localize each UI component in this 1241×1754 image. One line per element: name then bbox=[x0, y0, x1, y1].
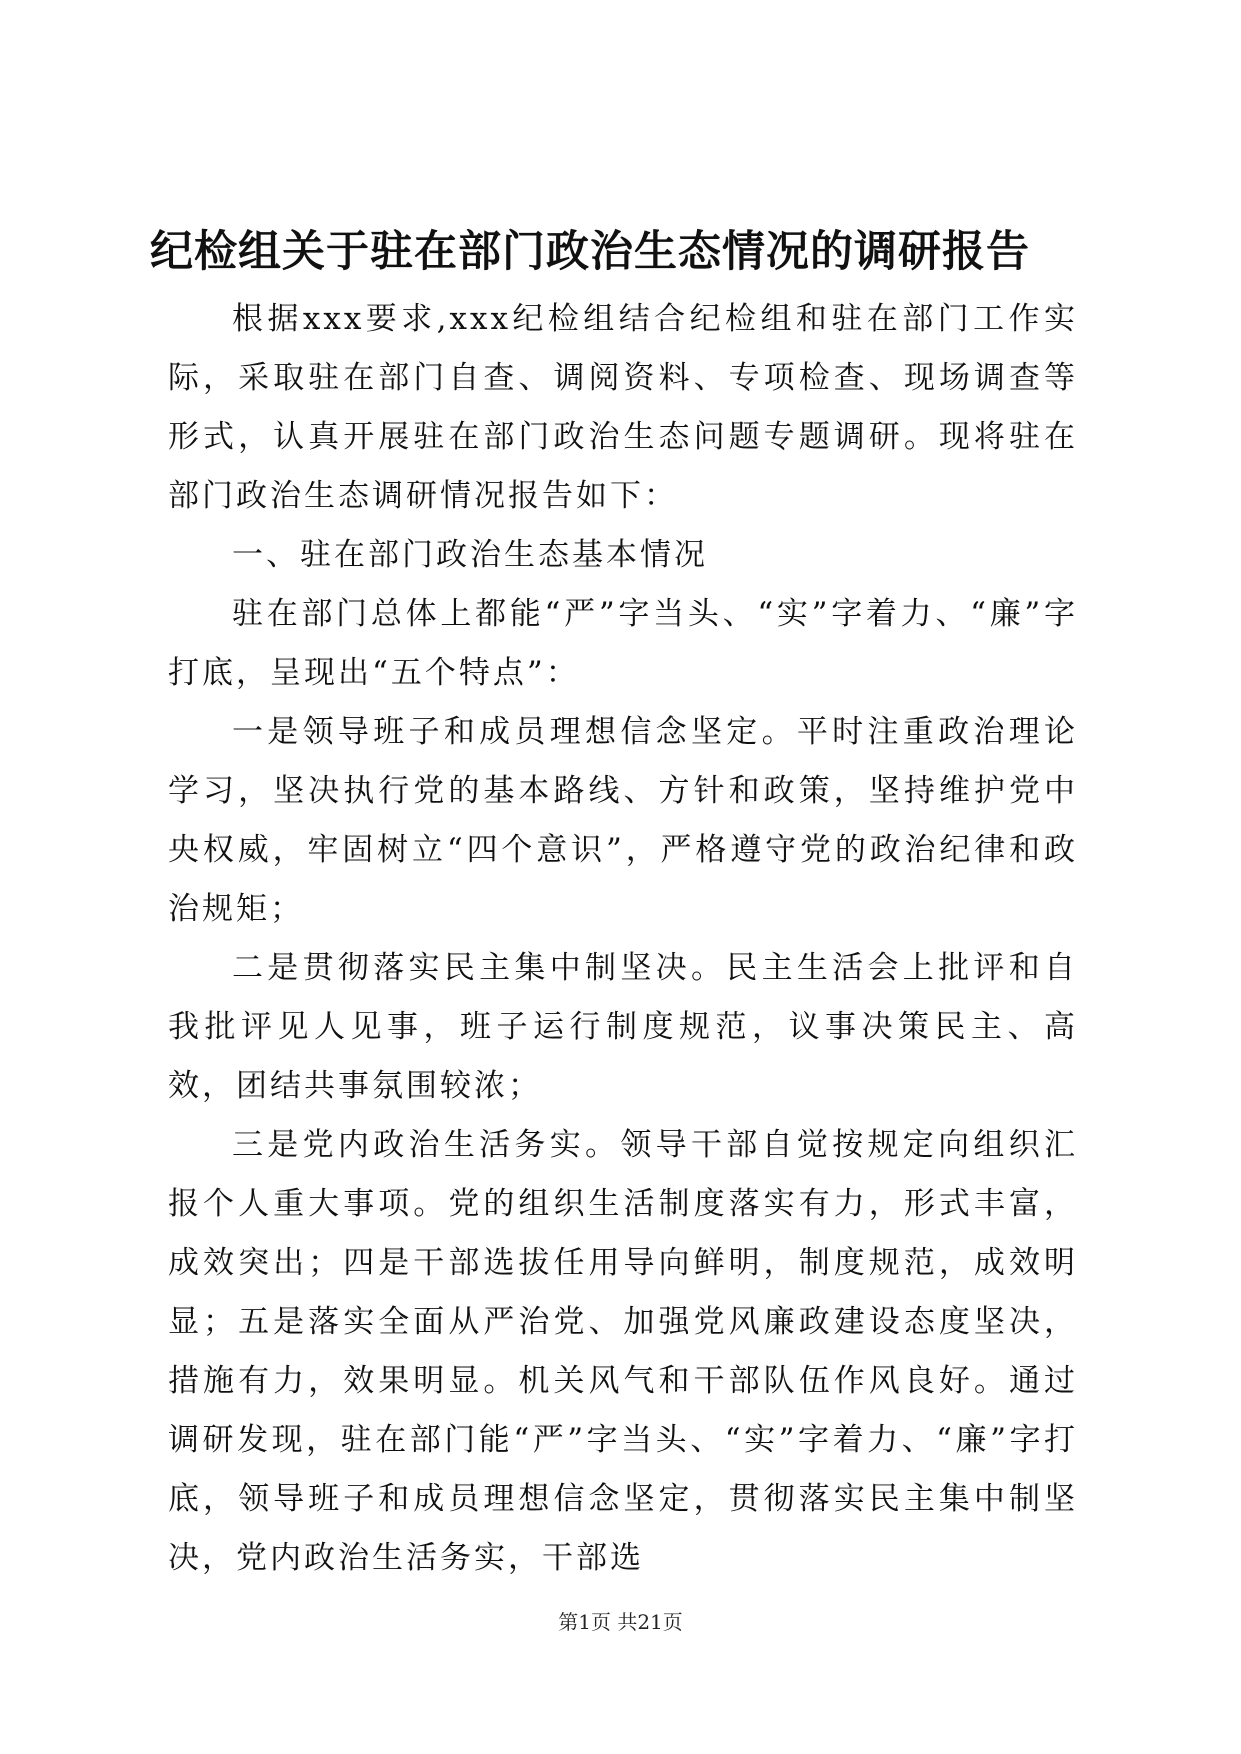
page-number-footer: 第1页 共21页 bbox=[558, 1610, 683, 1634]
paragraph-point-1: 一是领导班子和成员理想信念坚定。平时注重政治理论学习，坚决执行党的基本路线、方针和政策，坚持维护党中央权威，牢固树立“四个意识”，严格遵守党的政治纪律和政治规矩； bbox=[168, 714, 1078, 927]
document-title: 纪检组关于驻在部门政治生态情况的调研报告 bbox=[150, 227, 1030, 277]
section-heading-1: 一、驻在部门政治生态基本情况 bbox=[232, 537, 708, 573]
document-body bbox=[168, 290, 1078, 1588]
paragraph-summary: 驻在部门总体上都能“严”字当头、“实”字着力、“廉”字打底，呈现出“五个特点”： bbox=[168, 596, 1078, 691]
paragraph-intro: 根据xxx要求,xxx纪检组结合纪检组和驻在部门工作实际，采取驻在部门自查、调阅资料、专项检查、现场调查等形式，认真开展驻在部门政治生态问题专题调研。现将驻在部门政治生态调研情况报告如下： bbox=[168, 301, 1078, 514]
paragraph-point-3: 三是党内政治生活务实。领导干部自觉按规定向组织汇报个人重大事项。党的组织生活制度落实有力，形式丰富，成效突出；四是干部选拔任用导向鲜明，制度规范，成效明显；五是落实全面从严治党、加强党风廉政建设态度坚决，措施有力，效果明显。机关风气和干部队伍作风良好。通过调研发现，驻在部门能“严”字当头、“实”字着力、“廉”字打底，领导班子和成员理想信念坚定，贯彻落实民主集中制坚决，党内政治生活务实，干部选 bbox=[168, 1127, 1078, 1576]
paragraph-point-2: 二是贯彻落实民主集中制坚决。民主生活会上批评和自我批评见人见事，班子运行制度规范，议事决策民主、高效，团结共事氛围较浓； bbox=[168, 950, 1078, 1104]
